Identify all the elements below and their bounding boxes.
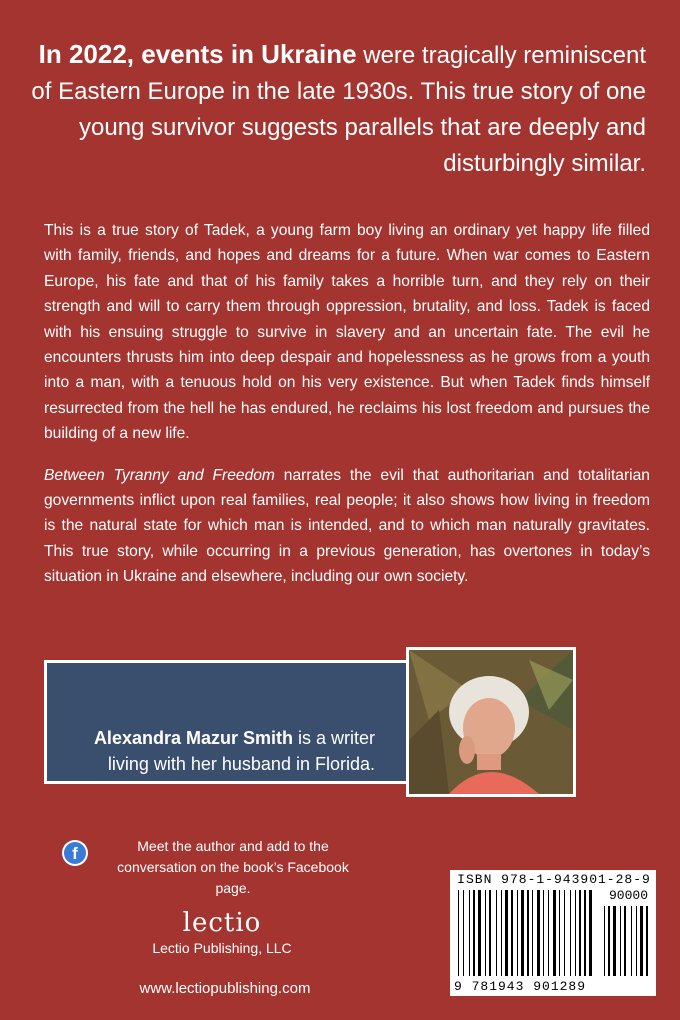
- publisher-url[interactable]: www.lectiopublishing.com: [139, 980, 311, 997]
- facebook-text: Meet the author and add to the conversation on the book’s Facebook page.: [117, 838, 349, 896]
- price-code: 90000: [608, 888, 648, 903]
- facebook-icon[interactable]: [62, 840, 88, 866]
- publisher-name: Lectio Publishing, LLC: [152, 940, 292, 956]
- barcode-bars: [450, 870, 656, 996]
- book-title: Between Tyranny and Freedom: [44, 466, 275, 484]
- author-photo: [406, 647, 576, 797]
- barcode-digits: 9 781943 901289: [454, 979, 587, 994]
- publisher-logo: [132, 908, 312, 956]
- description-paragraph-2-text: narrates the evil that authoritarian and totalitarian governments inflict upon real families, real people; it also shows how living in freedom is the natural state for which man is intended, and to which man naturally gravitates. This true story, while occurring in a previous generation, has overtones in today’s situation in Ukraine and elsewhere, including our own society.: [44, 466, 650, 586]
- author-name: Alexandra Mazur Smith: [93, 728, 293, 748]
- description-paragraph-1: This is a true story of Tadek, a young farm boy living an ordinary yet happy life filled with family, friends, and hopes and dreams for a future. When war comes to Eastern Europe, his fate and that of his family takes a horrible turn, and they rely on their strength and will to carry them through oppression, brutality, and loss. Tadek is faced with his ensuing struggle to survive in slavery and an uncertain fate. The evil he encounters thrusts him into deep despair and hopelessness as he grows from a youth into a man, with a tenuous hold on his very existence. But when Tadek finds himself resurrected from the hell he has endured, he reclaims his lost freedom and pursues the building of a new life.: [44, 222, 650, 443]
- headline: [26, 36, 646, 182]
- publisher-logo-word: lectio: [182, 908, 262, 938]
- author-bio-box: [44, 660, 411, 784]
- isbn-text: ISBN 978-1-943901-28-9: [457, 872, 651, 887]
- description-paragraph-2: [44, 463, 650, 590]
- headline-rest: were tragically reminiscent of Eastern Europe in the late 1930s. This true story of one young survivor suggests parallels that are deeply and disturbingly similar.: [31, 42, 646, 177]
- author-photo-image: [409, 650, 573, 794]
- headline-bold: In 2022, events in Ukraine: [38, 39, 357, 69]
- author-bio-text: is a writer living with her husband in Florida.: [107, 728, 375, 774]
- author-bio: [75, 725, 375, 777]
- barcode: [450, 870, 656, 996]
- facebook-icon-glyph: f: [64, 842, 86, 864]
- book-description: [44, 218, 650, 606]
